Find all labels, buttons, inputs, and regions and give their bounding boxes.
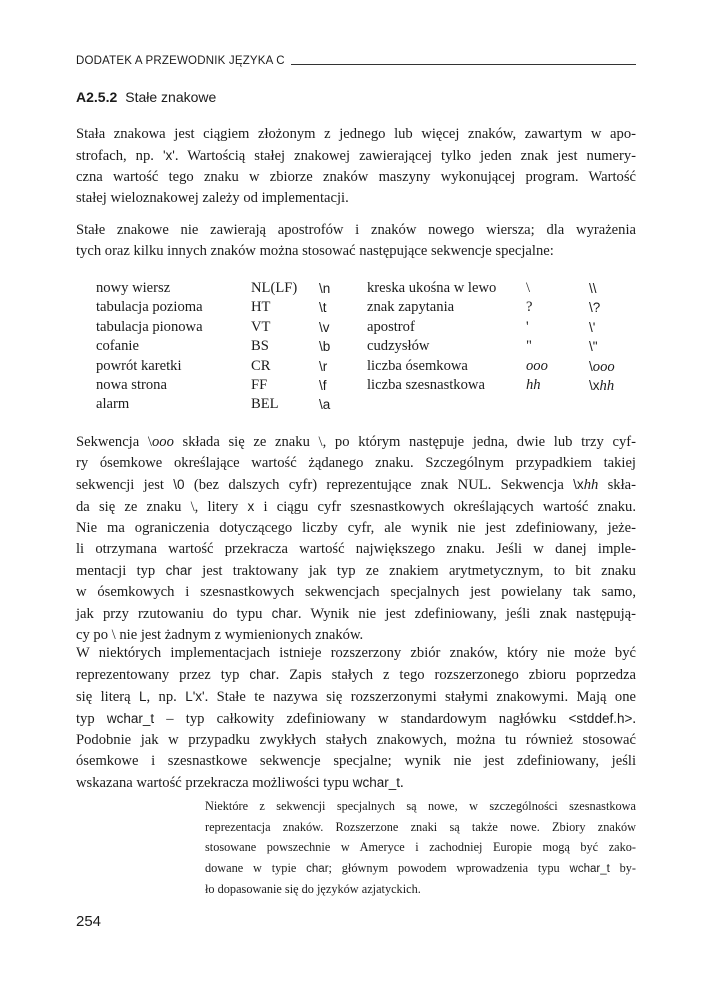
escape-name: nowy wiersz [96, 280, 171, 296]
escape-seq: \f [319, 377, 327, 393]
text-line: wskazana wartość przekracza możliwości typu wchar_t. [76, 775, 404, 791]
text-line: W niektórych implementacjach istnieje rozszerzony zbiór znaków, który nie może być [76, 645, 636, 661]
escape-seq: \\ [589, 281, 597, 296]
text-line: typ wchar_t – typ całkowity zdefiniowany w standardowym nagłówku <stddef.h>. [76, 711, 637, 727]
text-line: tych oraz kilku innych znaków można stosować następujące sekwencje specjalne: [76, 243, 554, 259]
escape-abbr: VT [251, 318, 271, 335]
paragraph-definition [76, 124, 636, 209]
escape-abbr: HT [251, 299, 271, 316]
section-number: A2.5.2 [76, 89, 118, 105]
escape-symbol: ? [526, 299, 533, 316]
text-line: reprezentowany przez typ char. Zapis stałych z tego rozszerzonego zbioru poprzedza [76, 667, 636, 683]
section-heading [76, 89, 216, 105]
escape-seq: \v [319, 319, 330, 335]
note-line: ło dopasowanie się do języków azjatyckich. [205, 882, 421, 896]
escape-seq: \b [319, 339, 331, 355]
text-line: Stałe znakowe nie zawierają apostrofów i znaków nowego wiersza; dla wyrażenia [76, 222, 636, 238]
escape-name: liczba szesnastkowa [367, 376, 485, 393]
text-line: Sekwencja \ooo składa się ze znaku \, po którym następuje jedna, dwie lub trzy cyf- [76, 434, 636, 450]
text-line: stałej wieloznakowej zależy od implementacji. [76, 190, 349, 206]
section-title: Stałe znakowe [125, 89, 217, 105]
text-line: mentacji typ char jest traktowany jak typ ze znakiem arytmetycznym, to bit znaku [76, 563, 636, 579]
text-line: strofach, np. 'x'. Wartością stałej znakowej zawierającej tylko jeden znak jest numery- [76, 148, 636, 164]
escape-names-left [96, 279, 203, 415]
code-char-literal: 'x' [162, 148, 175, 163]
running-header [76, 52, 636, 70]
escape-name: nowa strona [96, 376, 167, 393]
text-line: sekwencji jest \0 (bez dalszych cyfr) reprezentujące znak NUL. Sekwencja \xhh skła- [76, 477, 636, 493]
text-line: czna wartość tego znaku w zbiorze znaków maszyny wykonującej program. Wartość [76, 169, 636, 185]
escape-abbr: CR [251, 357, 271, 374]
escape-seq: \t [319, 300, 327, 316]
escape-seq: \n [319, 281, 331, 296]
escape-seq: \? [589, 300, 601, 316]
escape-seqs-left [319, 279, 330, 415]
escape-name: kreska ukośna w lewo [367, 280, 497, 296]
escape-seq: \xhh [589, 377, 615, 394]
escape-name: liczba ósemkowa [367, 357, 468, 374]
escape-seq: \' [589, 319, 596, 335]
escape-name: cofanie [96, 338, 139, 355]
escape-abbr: BS [251, 338, 269, 355]
escape-seq: \" [589, 339, 598, 355]
text-line: w ósemkowych i szesnastkowych sekwencjach specjalnych jest powielany tak samo, [76, 584, 636, 600]
text-line: ósemkowe i szesnastkowe sekwencje specjalne; wynik nie jest zdefiniowany, jeśli [76, 753, 636, 769]
header-rule [291, 64, 636, 65]
text-line: li otrzymana wartość przekracza wartość największego znaku. Jeśli w danej imple- [76, 541, 636, 557]
escape-name: alarm [96, 396, 130, 413]
escape-seq: \a [319, 397, 331, 413]
note-line: Niektóre z sekwencji specjalnych są nowe, w szczególności szesnastkowa [205, 799, 636, 813]
escape-abbr: NL(LF) [251, 280, 298, 296]
escape-symbol: " [526, 338, 532, 355]
escape-name: tabulacja pozioma [96, 299, 203, 316]
page-number: 254 [76, 913, 102, 930]
paragraph-octal-hex [76, 432, 636, 646]
escape-name: cudzysłów [367, 338, 430, 355]
text-line: się literą L, np. L'x'. Stałe te nazywa się rozszerzonymi stałymi znakowymi. Mają one [76, 689, 636, 705]
escape-seq: \ooo [589, 358, 615, 375]
paragraph-wide-chars [76, 643, 636, 794]
text-line: ry ósemkowe określające wartość żądanego znaku. Szczególnym przypadkiem takiej [76, 455, 636, 471]
text-line: Stała znakowa jest ciągiem złożonym z jednego lub więcej znaków, zawartym w apo- [76, 126, 636, 142]
running-title: DODATEK A PRZEWODNIK JĘZYKA C [76, 55, 285, 67]
escape-seqs-right [589, 279, 615, 395]
escape-name: tabulacja pionowa [96, 318, 203, 335]
escape-name: znak zapytania [367, 299, 455, 316]
text-line: jak przy rzutowaniu do typu char. Wynik nie jest zdefiniowany, jeśli znak następują- [76, 606, 636, 622]
escape-symbol: \ [526, 280, 531, 296]
escape-seq: \r [319, 358, 328, 374]
text-line: Nie ma ograniczenia dotyczącego liczby cyfr, ale wynik nie jest zdefiniowany, jeże- [76, 520, 636, 536]
historical-note [205, 796, 636, 900]
note-line: reprezentacja znaków. Rozszerzone znaki są także nowe. Zbiory znaków [205, 819, 636, 834]
escape-abbrs-left [251, 279, 297, 415]
text-line: da się ze znaku \, litery x i ciągu cyfr szesnastkowych określających wartość znaku. [76, 499, 636, 515]
escape-symbol: ' [526, 318, 529, 335]
note-line: dowane w typie char; głównym powodem wprowadzenia typu wchar_t by- [205, 860, 636, 875]
escape-abbr: BEL [251, 396, 279, 413]
escape-abbr: FF [251, 376, 268, 393]
escape-symbol: ooo [526, 357, 548, 374]
paragraph-escape-intro [76, 220, 636, 262]
note-line: stosowane powszechnie w Ameryce i zachodniej Europie mogą być zako- [205, 840, 636, 854]
escape-symbol: hh [526, 376, 541, 393]
text-line: Podobnie jak w przypadku zwykłych stałych znakowych, można tu również stosować [76, 732, 636, 748]
escape-name: powrót karetki [96, 357, 182, 374]
escape-name: apostrof [367, 318, 415, 335]
escape-names-right [367, 279, 496, 395]
text-line: cy po \ nie jest żadnym z wymienionych znaków. [76, 627, 364, 643]
escape-symbols-right [526, 279, 548, 395]
